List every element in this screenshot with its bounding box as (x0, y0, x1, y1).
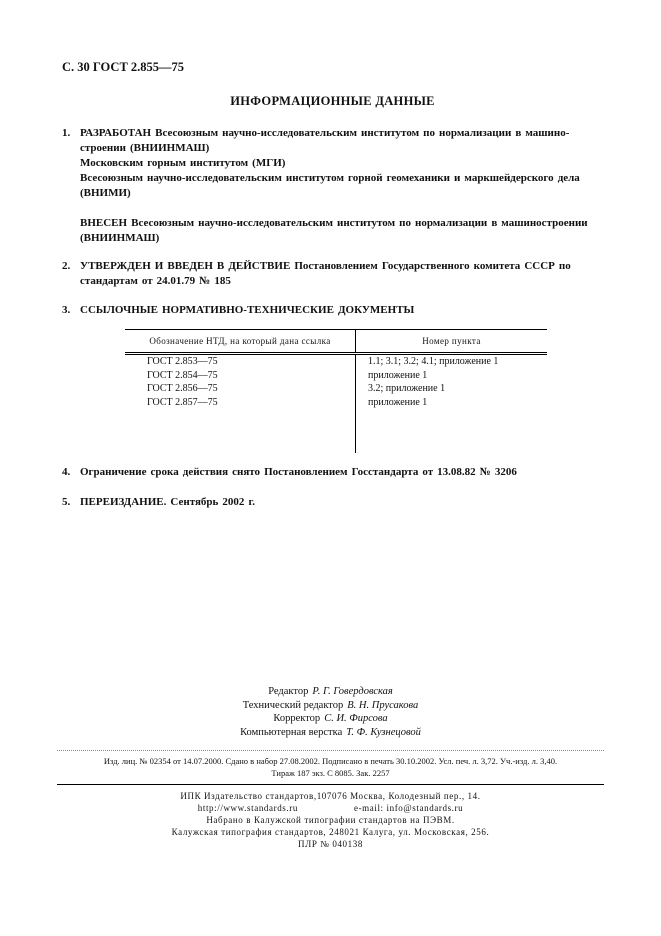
text-line: УТВЕРЖДЕН И ВВЕДЕН В ДЕЙСТВИЕ Постановлением Государственного комитета СССР по (80, 260, 571, 272)
credit-role: Компьютерная верстка (240, 726, 343, 738)
colophon-line-2: Тираж 187 экз. С 8085. Зак. 2257 (271, 768, 390, 778)
credit-name: С. И. Фирсова (324, 713, 388, 724)
section-3-heading: ССЫЛОЧНЫЕ НОРМАТИВНО-ТЕХНИЧЕСКИЕ ДОКУМЕНТЫ (80, 304, 415, 316)
text-line: строении (ВНИИНМАШ) (80, 142, 210, 154)
credits-block (0, 685, 661, 739)
table-row (125, 396, 547, 454)
imprint-contacts (0, 802, 661, 814)
credit-name: Р. Г. Говердовская (312, 686, 393, 697)
text-line: стандартам от 24.01.79 № 185 (80, 275, 231, 287)
text-line (80, 201, 603, 216)
section-2-number: 2. (62, 260, 71, 272)
credit-line (0, 685, 661, 699)
section-3-number: 3. (62, 304, 71, 316)
text-line: Ограничение срока действия снято Постановлением Госстандарта от 13.08.82 № 3206 (80, 466, 517, 478)
text-line: ПЕРЕИЗДАНИЕ. Сентябрь 2002 г. (80, 496, 255, 508)
section-2-approved (62, 259, 603, 289)
table-row (125, 382, 547, 396)
imprint-printer: Калужская типография стандартов, 248021 Калуга, ул. Московская, 256. (171, 827, 490, 837)
punkt-cell: 3.2; приложение 1 (368, 383, 446, 394)
imprint-website: http://www.standards.ru (197, 803, 298, 813)
text-line: Всесоюзным научно-исследовательским институтом горной геомеханики и маркшейдерского дела (80, 172, 580, 184)
punkt-cell: приложение 1 (368, 369, 428, 381)
section-1-developed (62, 126, 603, 246)
text-line: (ВНИИНМАШ) (80, 232, 160, 244)
section-4-body (80, 465, 603, 480)
imprint-block (0, 790, 661, 850)
horizontal-rule (57, 784, 604, 785)
punkt-cell: 1.1; 3.1; 3.2; 4.1; приложение 1 (368, 356, 499, 367)
section-5-body (80, 495, 603, 510)
section-3-references-heading (62, 303, 603, 318)
section-5-reissue (62, 495, 603, 510)
imprint-email: e-mail: info@standards.ru (353, 803, 464, 813)
page-footer-block (0, 685, 661, 850)
imprint-plr: ПЛР № 040138 (298, 839, 363, 849)
text-line: Московским горным институтом (МГИ) (80, 157, 286, 169)
credit-line (0, 712, 661, 726)
table-row (125, 369, 547, 383)
section-4-limitation (62, 465, 603, 480)
punkt-cell: приложение 1 (368, 396, 428, 408)
page-header: С. 30 ГОСТ 2.855—75 (62, 60, 185, 74)
section-1-number: 1. (62, 127, 71, 139)
credit-role: Технический редактор (242, 699, 344, 711)
colophon-block (57, 750, 604, 779)
ntd-cell: ГОСТ 2.857—75 (125, 396, 356, 454)
section-4-number: 4. (62, 466, 71, 478)
credit-name: В. Н. Прусакова (347, 699, 419, 711)
section-1-body (80, 126, 603, 246)
table-row (125, 354, 547, 369)
section-5-number: 5. (62, 496, 71, 508)
table-header-row (125, 330, 547, 354)
text-line: РАЗРАБОТАН Всесоюзным научно-исследовательским институтом по нормализации в машино- (80, 127, 570, 139)
section-2-body (80, 259, 603, 289)
credit-role: Редактор (268, 686, 309, 697)
credit-line (0, 699, 661, 713)
reference-documents-table (125, 329, 547, 453)
table-body (125, 354, 547, 454)
text-line: ВНЕСЕН Всесоюзным научно-исследовательским институтом по нормализации в машиностроении (80, 217, 588, 229)
column-header-punkt: Номер пункта (356, 330, 548, 354)
credit-line (0, 726, 661, 740)
ntd-cell: ГОСТ 2.854—75 (125, 369, 356, 383)
ntd-cell: ГОСТ 2.856—75 (125, 382, 356, 396)
credit-name: Т. Ф. Кузнецовой (346, 726, 421, 738)
colophon-line-1: Изд. лиц. № 02354 от 14.07.2000. Сдано в набор 27.08.2002. Подписано в печать 30.10.2002. Усл. печ. л. 3,72. Уч.-изд. л. 3,40. (103, 756, 558, 766)
imprint-typeset: Набрано в Калужской типографии стандартов на ПЭВМ. (206, 815, 455, 825)
ntd-cell: ГОСТ 2.853—75 (125, 354, 356, 369)
text-line: (ВНИМИ) (80, 187, 131, 199)
document-title: ИНФОРМАЦИОННЫЕ ДАННЫЕ (230, 94, 435, 108)
column-header-ntd: Обозначение НТД, на который дана ссылка (125, 330, 356, 354)
credit-role: Корректор (273, 713, 321, 724)
imprint-publisher: ИПК Издательство стандартов,107076 Москва, Колодезный пер., 14. (180, 791, 481, 801)
